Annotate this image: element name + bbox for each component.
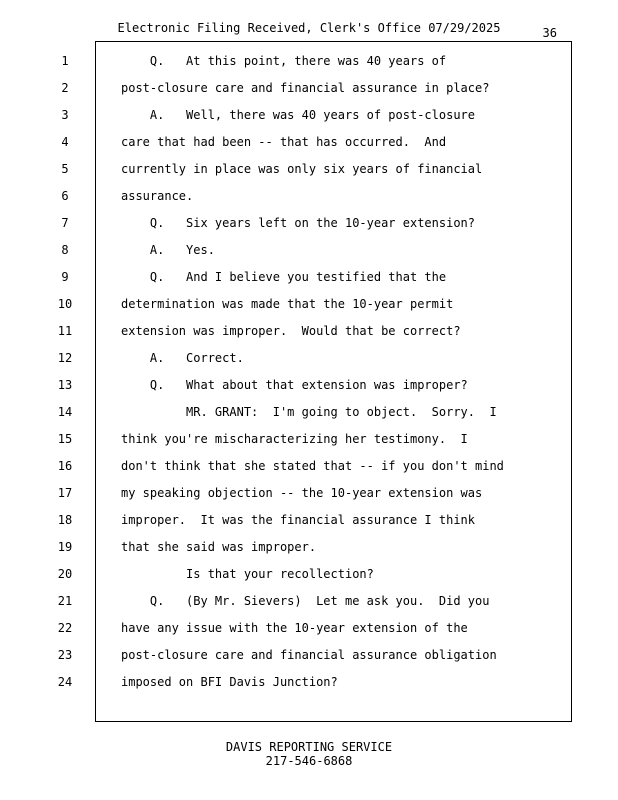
line-number: 6 — [61, 189, 69, 203]
transcript-line: that she said was improper. — [121, 540, 317, 554]
page-number: 36 — [542, 26, 557, 40]
transcript-line: A. Correct. — [121, 351, 244, 365]
line-number: 2 — [61, 81, 69, 95]
transcript-line: assurance. — [121, 189, 194, 203]
transcript-line: my speaking objection -- the 10-year extension was — [121, 486, 483, 500]
line-number: 7 — [61, 216, 69, 230]
line-number: 20 — [57, 567, 73, 581]
line-number: 17 — [57, 486, 73, 500]
transcript-line: A. Yes. — [121, 243, 215, 257]
line-number: 1 — [61, 54, 69, 68]
transcript-line: currently in place was only six years of financial — [121, 162, 483, 176]
transcript-line: determination was made that the 10-year permit — [121, 297, 454, 311]
line-number: 11 — [57, 324, 73, 338]
line-number: 16 — [57, 459, 73, 473]
transcript-line: Q. At this point, there was 40 years of — [121, 54, 447, 68]
line-number: 23 — [57, 648, 73, 662]
transcript-line: post-closure care and financial assurance obligation — [121, 648, 497, 662]
line-number: 5 — [61, 162, 69, 176]
transcript-line: MR. GRANT: I'm going to object. Sorry. I — [121, 405, 497, 419]
transcript-line: imposed on BFI Davis Junction? — [121, 675, 338, 689]
transcript-line: Q. And I believe you testified that the — [121, 270, 447, 284]
transcript-line: extension was improper. Would that be correct? — [121, 324, 461, 338]
transcript-line: Q. What about that extension was improper? — [121, 378, 468, 392]
line-number: 13 — [57, 378, 73, 392]
line-number: 18 — [57, 513, 73, 527]
transcript-line: A. Well, there was 40 years of post-closure — [121, 108, 476, 122]
line-number: 15 — [57, 432, 73, 446]
transcript-line: Q. (By Mr. Sievers) Let me ask you. Did you — [121, 594, 490, 608]
line-number: 12 — [57, 351, 73, 365]
line-number: 24 — [57, 675, 73, 689]
line-number: 10 — [57, 297, 73, 311]
line-number-column — [50, 52, 80, 700]
transcript-line: Is that your recollection? — [121, 567, 374, 581]
transcript-line: care that had been -- that has occurred. And — [121, 135, 447, 149]
line-number: 8 — [61, 243, 69, 257]
filing-stamp: Electronic Filing Received, Clerk's Office 07/29/2025 — [117, 21, 501, 35]
line-number: 3 — [61, 108, 69, 122]
transcript-line: think you're mischaracterizing her testimony. I — [121, 432, 468, 446]
transcript-line: have any issue with the 10-year extension of the — [121, 621, 468, 635]
transcript-line: Q. Six years left on the 10-year extension? — [121, 216, 476, 230]
line-number: 19 — [57, 540, 73, 554]
transcript-text — [121, 52, 561, 700]
reporter-company: DAVIS REPORTING SERVICE — [225, 740, 393, 754]
line-number: 9 — [61, 270, 69, 284]
reporter-phone: 217-546-6868 — [265, 754, 353, 768]
line-number: 21 — [57, 594, 73, 608]
line-number: 22 — [57, 621, 73, 635]
transcript-line: don't think that she stated that -- if you don't mind — [121, 459, 504, 473]
transcript-line: post-closure care and financial assurance in place? — [121, 81, 490, 95]
line-number: 4 — [61, 135, 69, 149]
reporter-footer — [0, 740, 618, 768]
line-number: 14 — [57, 405, 73, 419]
transcript-line: improper. It was the financial assurance I think — [121, 513, 476, 527]
